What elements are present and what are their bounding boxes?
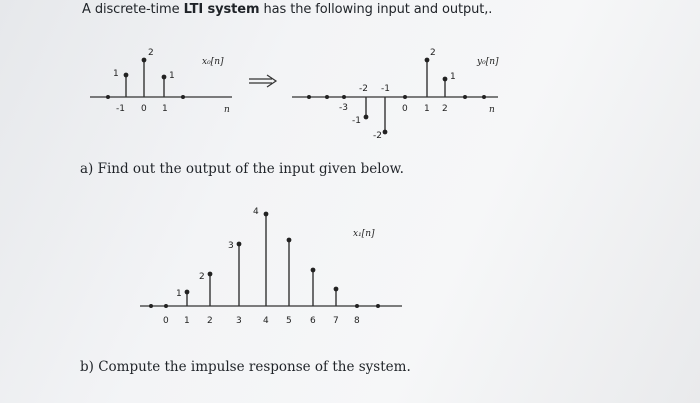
x1-value-label-n4: 4 (253, 207, 259, 217)
x0-zero-dot-left (106, 95, 110, 99)
y0-tick-n0: 0 (402, 104, 408, 114)
y0-zero-dot-r1 (463, 95, 467, 99)
x1-value-label-n3: 3 (228, 241, 234, 251)
x1-dot-n3 (237, 242, 242, 247)
x0-axis-var: n (224, 105, 230, 115)
heading-prefix: A discrete-time (82, 2, 184, 17)
x1-dot-n6 (311, 268, 316, 273)
y0-dot-nm1 (383, 130, 388, 135)
x0-value-label-n1: 1 (169, 71, 175, 81)
x0-signal-label: x₀[n] (202, 57, 224, 67)
x1-tick-7: 7 (333, 316, 339, 326)
y0-value-label-1: -3 (339, 103, 348, 113)
x1-dot-n8 (355, 304, 359, 308)
x1-tick-2: 2 (207, 316, 213, 326)
heading-suffix: has the following input and output,. (259, 2, 493, 17)
y0-zero-dot-3 (342, 95, 346, 99)
x1-tick-1: 1 (184, 316, 190, 326)
y0-tick-n2: 2 (442, 104, 448, 114)
x0-tick-nm1: -1 (116, 104, 125, 114)
x1-zero-dot-left (149, 304, 153, 308)
x1-tick-8: 8 (354, 316, 360, 326)
y0-value-label-n1: 2 (430, 48, 436, 58)
x1-tick-6: 6 (310, 316, 316, 326)
y0-signal-label: y₀[n] (477, 57, 499, 67)
y0-zero-dot-2 (325, 95, 329, 99)
part-b-question: b) Compute the impulse response of the system. (80, 359, 411, 375)
x0-tick-n0: 0 (141, 104, 147, 114)
x0-value-label-nm1: 1 (113, 69, 119, 79)
x0-dot-nm1 (124, 73, 129, 78)
y0-dot-n2 (443, 77, 448, 82)
y0-zero-dot-n0 (403, 95, 407, 99)
y0-tick-nm1: -1 (381, 84, 390, 94)
x1-tick-3: 3 (236, 316, 242, 326)
x1-value-label-n1: 1 (176, 289, 182, 299)
y0-zero-dot-1 (307, 95, 311, 99)
x0-tick-n1: 1 (162, 104, 168, 114)
x1-signal-label: x₁[n] (353, 229, 375, 239)
x1-tick-5: 5 (286, 316, 292, 326)
figure-x0 (90, 48, 232, 115)
x1-dot-n2 (208, 272, 213, 277)
x1-dot-n7 (334, 287, 339, 292)
x0-dot-n0 (142, 58, 147, 63)
y0-zero-dot-r2 (482, 95, 486, 99)
y0-value-label-n2: 1 (450, 72, 456, 82)
y0-value-label-3: -2 (373, 131, 382, 141)
y0-axis-var: n (489, 105, 495, 115)
y0-tick-n1: 1 (424, 104, 430, 114)
heading-bold: LTI system (183, 2, 260, 17)
y0-tick-nm2: -2 (359, 84, 368, 94)
x1-dot-n0 (164, 304, 168, 308)
mapping-arrow (249, 75, 276, 87)
x1-tick-4: 4 (263, 316, 269, 326)
x1-dot-n4 (264, 212, 269, 217)
x1-value-label-n2: 2 (199, 272, 205, 282)
x1-tick-0: 0 (163, 316, 169, 326)
figure-y0 (292, 48, 499, 141)
x0-value-label-n0: 2 (148, 48, 154, 58)
part-a-question: a) Find out the output of the input given below. (80, 161, 404, 177)
x1-dot-n5 (287, 238, 292, 243)
x1-zero-dot-right (376, 304, 380, 308)
y0-dot-n1 (425, 58, 430, 63)
x0-dot-n1 (162, 75, 167, 80)
y0-dot-nm2 (364, 115, 369, 120)
figure-x1 (140, 207, 402, 326)
x1-dot-n1 (185, 290, 190, 295)
y0-value-label-2: -1 (352, 116, 361, 126)
x0-zero-dot-right (181, 95, 185, 99)
